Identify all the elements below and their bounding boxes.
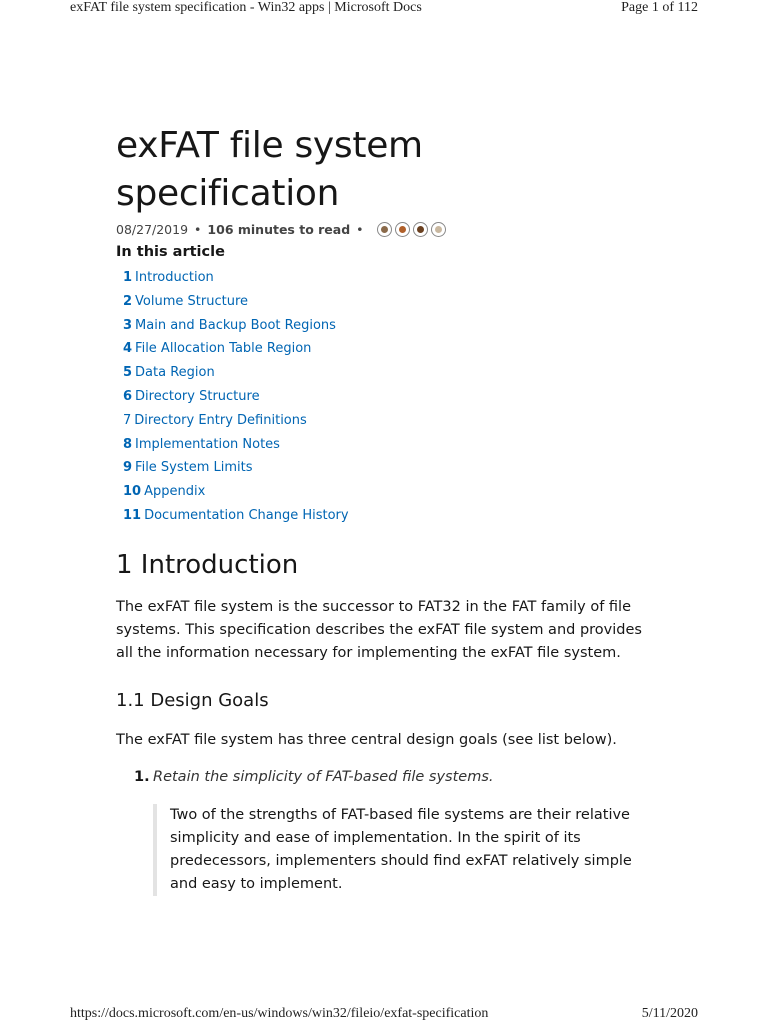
design-goals-intro: The exFAT file system has three central design goals (see list below). <box>116 731 617 748</box>
subsection-heading-design-goals: 1.1 Design Goals <box>116 689 269 711</box>
toc-link-number: 9 <box>123 460 133 476</box>
toc-link-number: 10 <box>123 484 142 500</box>
toc-link[interactable] <box>123 290 656 314</box>
list-item <box>116 766 656 789</box>
article-date: 08/27/2019 <box>116 221 189 237</box>
toc-link-label: Implementation Notes <box>135 436 280 452</box>
toc-link-label: File System Limits <box>135 460 253 476</box>
toc-link-label: Documentation Change History <box>144 507 349 523</box>
toc-link-number: 3 <box>123 317 133 333</box>
contributor-avatar[interactable] <box>431 222 446 237</box>
article-metadata <box>116 220 656 238</box>
meta-separator: • <box>356 221 364 237</box>
print-footer <box>70 1006 698 1022</box>
toc-link[interactable] <box>123 314 656 338</box>
section-heading-introduction: 1 Introduction <box>116 549 299 580</box>
print-header-page: Page 1 of 112 <box>621 0 698 15</box>
print-header <box>70 0 698 16</box>
list-item-text: Retain the simplicity of FAT-based file systems. <box>153 768 494 785</box>
toc-link[interactable] <box>123 361 656 385</box>
avatar-face-icon <box>381 226 388 233</box>
introduction-paragraph: The exFAT file system is the successor to FAT32 in the FAT family of file systems. This specification describes the exFAT file system and provides all the information necessary for implementing the exFAT file system. <box>116 598 642 661</box>
avatar-face-icon <box>399 226 406 233</box>
toc-heading: In this article <box>116 244 225 260</box>
toc-link-number: 2 <box>123 293 133 309</box>
list-item-number: 1. <box>134 768 150 785</box>
toc-link-label: Volume Structure <box>135 293 249 309</box>
avatar-face-icon <box>435 226 442 233</box>
print-header-title: exFAT file system specification - Win32 apps | Microsoft Docs <box>70 0 422 15</box>
toc-link[interactable] <box>123 433 656 457</box>
toc-link-number: 8 <box>123 436 133 452</box>
toc-link[interactable] <box>123 266 656 290</box>
contributor-avatar[interactable] <box>413 222 428 237</box>
read-time: 106 minutes to read <box>207 221 351 237</box>
print-footer-url: https://docs.microsoft.com/en-us/windows/win32/fileio/exfat-specification <box>70 1006 489 1021</box>
toc-link[interactable] <box>123 337 656 361</box>
meta-separator: • <box>194 221 202 237</box>
page-title: exFAT file system specification <box>116 125 423 214</box>
toc-link-label: Directory Entry Definitions <box>134 412 307 428</box>
toc-link[interactable] <box>123 409 656 433</box>
toc-link-number: 1 <box>123 270 133 285</box>
toc-link-number: 4 <box>123 341 133 357</box>
toc-link[interactable] <box>123 504 656 528</box>
toc-link[interactable] <box>123 385 656 409</box>
toc-link-label: Data Region <box>135 365 215 381</box>
table-of-contents <box>123 266 656 528</box>
toc-link-number: 7 <box>123 412 132 428</box>
contributor-avatar[interactable] <box>395 222 410 237</box>
design-goals-list <box>116 766 656 789</box>
toc-link-label: File Allocation Table Region <box>135 341 312 357</box>
toc-link-number: 5 <box>123 365 133 381</box>
toc-link-label: Introduction <box>135 270 214 285</box>
avatar-face-icon <box>417 226 424 233</box>
contributor-avatar[interactable] <box>377 222 392 237</box>
toc-link-number: 6 <box>123 388 133 404</box>
contributors-list[interactable] <box>377 222 446 237</box>
toc-link-number: 11 <box>123 507 142 523</box>
toc-link-label: Appendix <box>144 484 206 500</box>
toc-link-label: Main and Backup Boot Regions <box>135 317 336 333</box>
toc-link[interactable] <box>123 456 656 480</box>
toc-link-label: Directory Structure <box>135 388 260 404</box>
print-footer-date: 5/11/2020 <box>641 1006 698 1021</box>
design-goal-note: Two of the strengths of FAT-based file systems are their relative simplicity and ease of implementation. In the spirit of its predecessors, implementers should find exFAT relatively simple and easy to implement. <box>153 804 644 896</box>
article-content <box>116 122 656 896</box>
toc-link[interactable] <box>123 480 656 504</box>
